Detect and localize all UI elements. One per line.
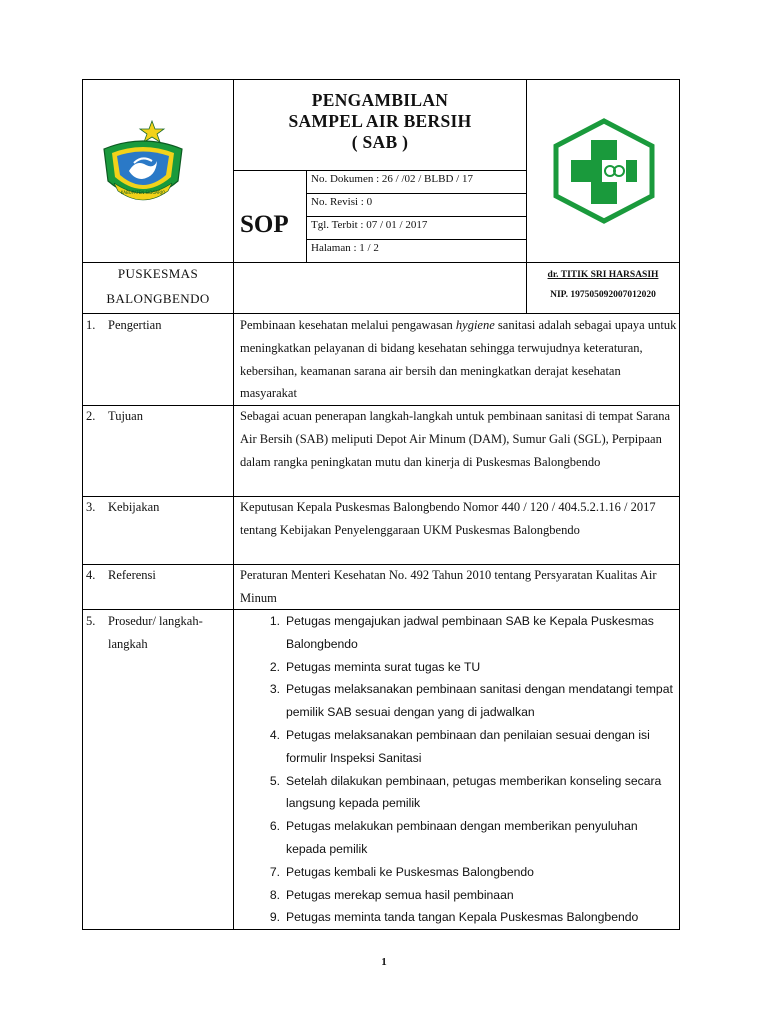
list-item: 4. Petugas melaksanakan pembinaan dan penilaian sesuai dengan isi formulir Inspeksi Sanitasi [269, 727, 650, 765]
list-item: 9. Petugas meminta tanda tangan Kepala Puskesmas Balongbendo [269, 910, 639, 925]
title-line: PENGAMBILAN [311, 90, 449, 110]
sop-label: SOP [240, 211, 289, 238]
italic-term: hygiene [455, 318, 495, 332]
section-number: 2. [86, 409, 96, 423]
section-label-prosedur: Prosedur/ langkah-langkah [108, 614, 203, 651]
list-item: 6. Petugas melakukan pembinaan dengan memberikan penyuluhan kepada pemilik [269, 819, 638, 856]
section-label-kebijakan: Kebijakan [108, 500, 160, 514]
step-text: Petugas meminta tanda tangan Kepala Puskesmas Balongbendo [286, 910, 639, 925]
revision-number: No. Revisi : 0 [311, 196, 373, 208]
section-label-referensi: Referensi [108, 568, 156, 582]
step-text: Setelah dilakukan pembinaan, petugas memberikan konseling secara langsung kepada pemilik [286, 773, 662, 811]
page-number: 1 [381, 956, 387, 968]
page-count: Halaman : 1 / 2 [311, 242, 379, 254]
text-part: Pembinaan kesehatan melalui pengawasan [240, 318, 456, 332]
section-text-pengertian [240, 314, 678, 405]
section-number: 5. [86, 614, 96, 628]
section-number: 1. [86, 318, 96, 332]
org-line: BALONGBENDO [106, 291, 210, 306]
list-item: 5. Setelah dilakukan pembinaan, petugas memberikan konseling secara langsung kepada pemilik [269, 773, 662, 811]
list-item: 7. Petugas kembali ke Puskesmas Balongbendo [269, 864, 534, 879]
kabupaten-logo [94, 119, 192, 209]
step-text: Petugas melakukan pembinaan dengan memberikan penyuluhan kepada pemilik [286, 819, 638, 856]
kabupaten-logo-text: KABUPATEN SIDOARJO [120, 190, 166, 195]
issue-date: Tgl. Terbit : 07 / 01 / 2017 [311, 219, 428, 231]
section-text-kebijakan: Keputusan Kepala Puskesmas Balongbendo Nomor 440 / 120 / 404.5.2.1.16 / 2017 tentang Kebijakan Penyelenggaraan UKM Puskesmas Balongbendo [240, 500, 656, 537]
step-text: Petugas melaksanakan pembinaan sanitasi dengan mendatangi tempat pemilik SAB sesuai dengan yang di jadwalkan [286, 682, 673, 720]
doc-number: No. Dokumen : 26 / /02 / BLBD / 17 [311, 173, 473, 185]
title-line: SAMPEL AIR BERSIH [288, 111, 472, 131]
step-text: Petugas meminta surat tugas ke TU [286, 659, 481, 674]
list-item: 1. Petugas mengajukan jadwal pembinaan SAB ke Kepala Puskesmas Balongbendo [269, 614, 654, 651]
signature-block [528, 265, 678, 305]
puskesmas-logo [550, 118, 658, 224]
section-number: 4. [86, 568, 96, 582]
list-item: 2. Petugas meminta surat tugas ke TU [269, 659, 481, 674]
title-line: ( SAB ) [351, 132, 409, 152]
section-text-tujuan: Sebagai acuan penerapan langkah-langkah untuk pembinaan sanitasi di tempat Sarana Air Bersih (SAB) meliputi Depot Air Minum (DAM), Sumur Gali (SGL), Perpipaan dalam rangka peningkatan mutu dan kinerja di Puskesmas Balongbendo [240, 409, 671, 469]
step-text: Petugas mengajukan jadwal pembinaan SAB ke Kepala Puskesmas Balongbendo [286, 614, 654, 651]
section-label-tujuan: Tujuan [108, 409, 143, 423]
signer-name: dr. TITIK SRI HARSASIH [547, 270, 659, 280]
list-item: 3. Petugas melaksanakan pembinaan sanitasi dengan mendatangi tempat pemilik SAB sesuai dengan yang di jadwalkan [269, 682, 673, 720]
section-text-referensi: Peraturan Menteri Kesehatan No. 492 Tahun 2010 tentang Persyaratan Kualitas Air Minum [240, 568, 657, 605]
step-text: Petugas merekap semua hasil pembinaan [286, 887, 514, 902]
section-number: 3. [86, 500, 96, 514]
organization-name [84, 261, 232, 311]
procedure-steps [240, 610, 680, 929]
list-item: 8. Petugas merekap semua hasil pembinaan [269, 887, 514, 902]
step-text: Petugas kembali ke Puskesmas Balongbendo [286, 864, 534, 879]
org-line: PUSKESMAS [117, 266, 199, 281]
document-title [234, 90, 526, 153]
text-part: sanitasi adalah sebagai upaya untuk meningkatkan pelayanan di bidang kesehatan sehingga terwujudnya keteraturan, kebersihan, keamanan sarana air bersih dan meningkatkan derajat kesehatan masyarakat [240, 318, 677, 401]
section-label-pengertian: Pengertian [108, 318, 162, 332]
signer-nip: NIP. 197505092007012020 [550, 290, 656, 300]
step-text: Petugas melaksanakan pembinaan dan penilaian sesuai dengan isi formulir Inspeksi Sanitasi [286, 727, 650, 765]
